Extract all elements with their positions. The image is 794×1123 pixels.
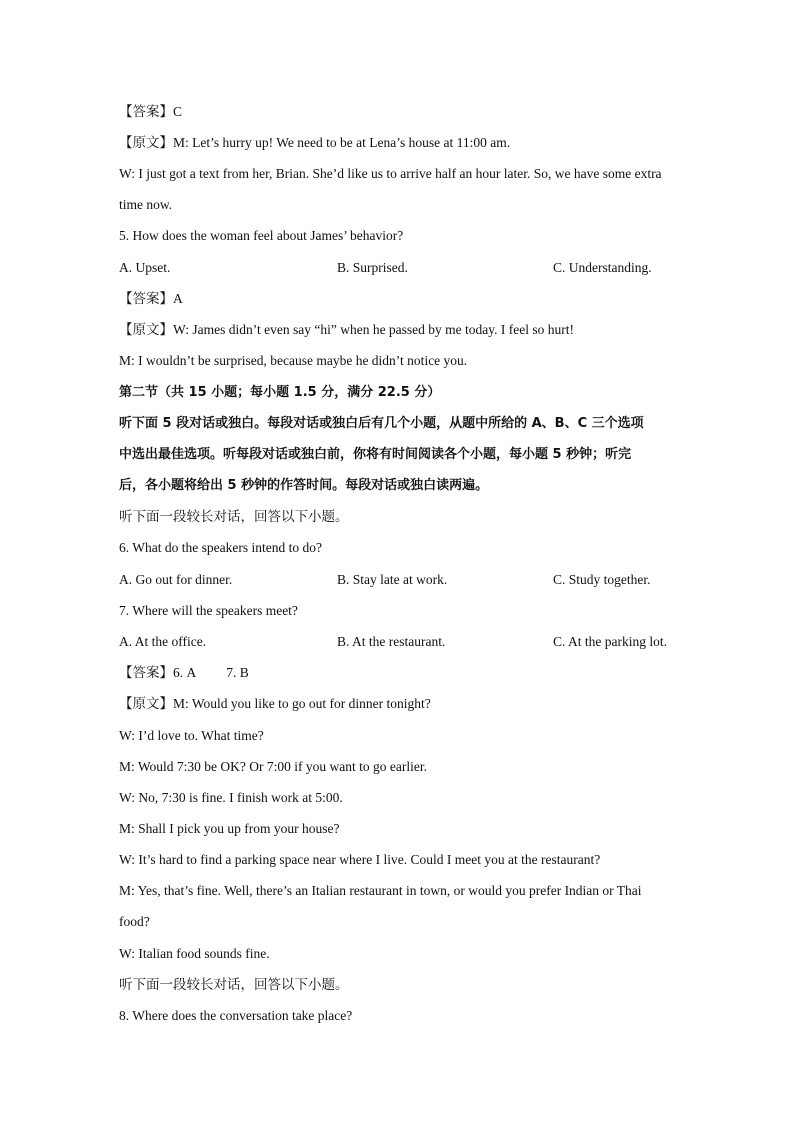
transcript-q6-7-line-3: M: Would 7:30 be OK? Or 7:00 if you want to go earlier. xyxy=(119,759,427,774)
option-b: B. Stay late at work. xyxy=(337,572,448,587)
listen-instruction-2: 听下面一段较长对话，回答以下小题。 xyxy=(119,977,349,992)
question-8: 8. Where does the conversation take place? xyxy=(119,1008,353,1023)
option-a: A. Go out for dinner. xyxy=(119,572,233,587)
question-6-options xyxy=(119,571,679,589)
transcript-q6-7-line-6: W: It’s hard to find a parking space near where I live. Could I meet you at the restaurant? xyxy=(119,852,601,867)
section-2-heading: 第二节（共 15 小题；每小题 1.5 分，满分 22.5 分） xyxy=(119,385,441,400)
transcript-q5-line-2: M: I wouldn’t be surprised, because maybe he didn’t notice you. xyxy=(119,353,468,368)
transcript-q4-line-3: time now. xyxy=(119,197,173,212)
question-5: 5. How does the woman feel about James’ behavior? xyxy=(119,228,404,243)
transcript-q6-7-line-2: W: I’d love to. What time? xyxy=(119,728,264,743)
option-a: A. Upset. xyxy=(119,260,171,275)
option-c: C. Study together. xyxy=(553,572,651,587)
question-6: 6. What do the speakers intend to do? xyxy=(119,540,322,555)
answer-label-q5: 【答案】A xyxy=(119,291,183,306)
answer-label-q6-7 xyxy=(119,664,679,682)
section-2-instructions-2: 中选出最佳选项。听每段对话或独白前，你将有时间阅读各个小题，每小题 5 秒钟；听完 xyxy=(119,447,632,462)
transcript-q4-line-1: 【原文】M: Let’s hurry up! We need to be at Lena’s house at 11:00 am. xyxy=(119,135,511,150)
section-2-instructions-1: 听下面 5 段对话或独白。每段对话或独白后有几个小题，从题中所给的 A、B、C 三个选项 xyxy=(119,416,644,431)
option-b: B. Surprised. xyxy=(337,260,408,275)
transcript-q5-line-1: 【原文】W: James didn’t even say “hi” when he passed by me today. I feel so hurt! xyxy=(119,322,575,337)
section-2-instructions-3: 后，各小题将给出 5 秒钟的作答时间。每段对话或独白读两遍。 xyxy=(119,478,489,493)
answer-q6: 【答案】6. A xyxy=(119,665,197,680)
option-a: A. At the office. xyxy=(119,634,207,649)
question-7-options xyxy=(119,633,679,651)
transcript-q6-7-line-1: 【原文】M: Would you like to go out for dinner tonight? xyxy=(119,696,431,711)
transcript-q6-7-line-5: M: Shall I pick you up from your house? xyxy=(119,821,340,836)
option-b: B. At the restaurant. xyxy=(337,634,446,649)
listen-instruction-1: 听下面一段较长对话，回答以下小题。 xyxy=(119,509,349,524)
question-5-options xyxy=(119,259,679,277)
question-7: 7. Where will the speakers meet? xyxy=(119,603,298,618)
option-c: C. Understanding. xyxy=(553,260,652,275)
option-c: C. At the parking lot. xyxy=(553,634,667,649)
transcript-q4-line-2: W: I just got a text from her, Brian. She’d like us to arrive half an hour later. So, we have some extra xyxy=(119,166,662,181)
answer-label-q4: 【答案】C xyxy=(119,104,183,119)
transcript-q6-7-line-8: food? xyxy=(119,914,150,929)
transcript-q6-7-line-9: W: Italian food sounds fine. xyxy=(119,946,270,961)
transcript-q6-7-line-7: M: Yes, that’s fine. Well, there’s an Italian restaurant in town, or would you prefer Indian or Thai xyxy=(119,883,642,898)
transcript-q6-7-line-4: W: No, 7:30 is fine. I finish work at 5:00. xyxy=(119,790,343,805)
answer-q7: 7. B xyxy=(226,665,249,680)
